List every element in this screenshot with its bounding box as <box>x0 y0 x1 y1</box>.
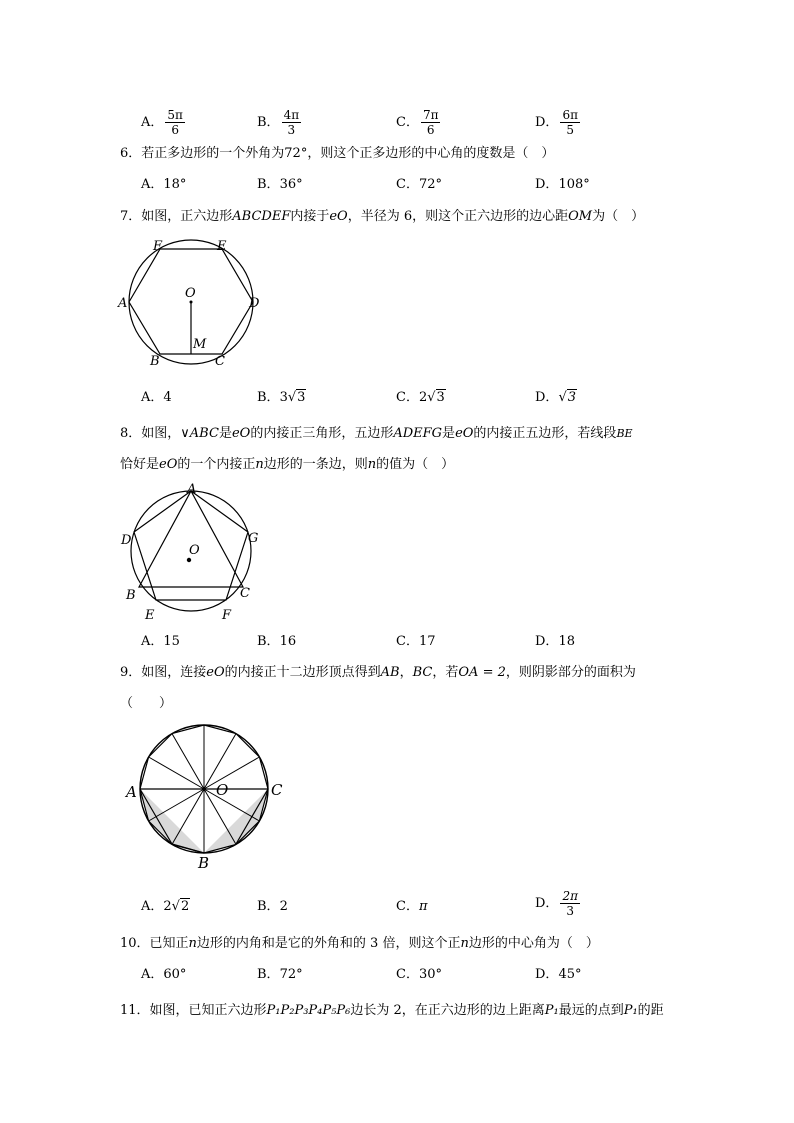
q9-option-b: B．2 <box>257 899 288 914</box>
q9-dodecagon-figure <box>120 722 300 872</box>
center-point <box>187 558 191 562</box>
q9-stem-line2: （ ） <box>120 696 173 711</box>
label-o: O <box>216 781 229 799</box>
q8-option-c: C．17 <box>396 634 436 649</box>
q8-option-d: D．18 <box>535 634 575 649</box>
label-a: A <box>187 482 197 497</box>
q7-stem: 7．如图，正六边形ABCDEF内接于eO，半径为 6，则这个正六边形的边心距OM为（ ） <box>120 209 645 224</box>
label-d: D <box>249 296 260 311</box>
label-g: G <box>248 531 259 546</box>
radius-8 <box>172 734 204 789</box>
q9-option-d: D． $\frac{2\pi}{3}$ <box>535 889 578 918</box>
label-o: O <box>185 286 196 301</box>
radius-7 <box>149 757 204 789</box>
q7-option-d: D．√3 <box>535 390 577 405</box>
label-b: B <box>126 588 136 603</box>
q7-option-a: A．4 <box>141 390 172 405</box>
q6-option-a: A．18° <box>141 177 187 192</box>
label-f: F <box>153 239 163 254</box>
label-a: A <box>118 296 128 311</box>
q10-stem: 10．已知正n边形的内角和是它的外角和的 3 倍，则这个正n边形的中心角为（ ） <box>120 936 599 951</box>
label-c: C <box>240 586 250 601</box>
q8-stem-line1: 8．如图，∨ABC是eO的内接正三角形，五边形ADEFG是eO的内接正五边形，若线段BE <box>120 426 633 441</box>
q10-option-d: D．45° <box>535 967 582 982</box>
label-d: D <box>121 533 132 548</box>
q6-option-c: C．72° <box>396 177 442 192</box>
q9-option-a: A．2√2 <box>141 899 190 914</box>
label-b: B <box>198 854 210 872</box>
label-e: E <box>217 239 227 254</box>
q10-option-b: B．72° <box>257 967 303 982</box>
radius-11 <box>204 757 259 789</box>
q11-stem: 11．如图，已知正六边形P₁P₂P₃P₄P₅P₆边长为 2，在正六边形的边上距离P₁最远的点到P₁的距 <box>120 1003 664 1018</box>
q7-option-b: B．3√3 <box>257 390 306 405</box>
q6-stem: 6．若正多边形的一个外角为72°，则这个正多边形的中心角的度数是（ ） <box>120 146 555 161</box>
label-c: C <box>215 354 225 369</box>
label-a: A <box>126 783 137 801</box>
label-b: B <box>150 354 160 369</box>
q9-option-c: C．π <box>396 899 428 914</box>
q8-figure <box>115 482 275 627</box>
q5-option-b: B． $\frac{4\pi}{3}$ <box>257 108 300 137</box>
label-m: M <box>193 337 207 352</box>
q8-option-a: A．15 <box>141 634 180 649</box>
q5-option-d: D． $\frac{6\pi}{5}$ <box>535 108 578 137</box>
label-f: F <box>222 608 232 623</box>
q8-stem-line2: 恰好是eO的一个内接正n边形的一条边，则n的值为（ ） <box>120 457 455 472</box>
q6-option-b: B．36° <box>257 177 303 192</box>
label-c: C <box>271 781 283 799</box>
q7-option-c: C．2√3 <box>396 390 445 405</box>
q5-option-c: C． $\frac{7\pi}{6}$ <box>396 108 439 137</box>
q6-option-d: D．108° <box>535 177 590 192</box>
label-o: O <box>189 543 200 558</box>
q10-option-c: C．30° <box>396 967 442 982</box>
triangle-abc <box>139 491 243 587</box>
q10-option-a: A．60° <box>141 967 187 982</box>
q5-option-a: A． $\frac{5\pi}{6}$ <box>141 108 183 137</box>
q7-hexagon-figure <box>115 235 275 370</box>
q9-stem-line1: 9．如图，连接eO的内接正十二边形顶点得到AB，BC，若OA = 2，则阴影部分的面积为 <box>120 665 636 680</box>
label-e: E <box>145 608 155 623</box>
q8-option-b: B．16 <box>257 634 297 649</box>
